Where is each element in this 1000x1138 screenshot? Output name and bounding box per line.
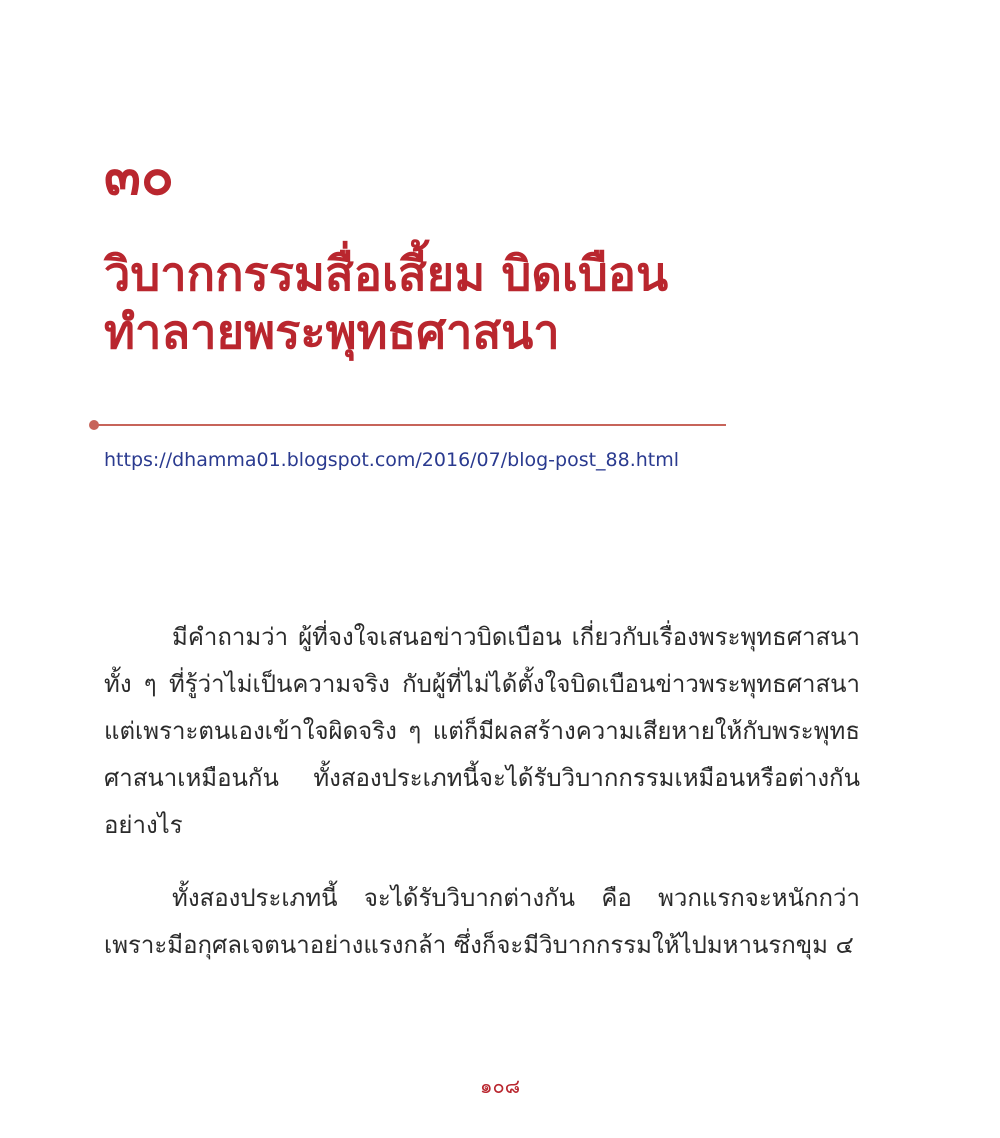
title-divider xyxy=(92,424,726,426)
chapter-title xyxy=(104,246,804,362)
chapter-title-line-2: ทำลายพระพุทธศาสนา xyxy=(104,305,560,360)
body-text xyxy=(104,614,860,995)
chapter-number: ๓๐ xyxy=(104,143,174,207)
body-paragraph-2: ทั้งสองประเภทนี้ จะได้รับวิบากต่างกัน คือ พวกแรกจะหนักกว่า เพราะมีอกุศลเจตนาอย่างแรงกล้า ซึ่งก็จะมีวิบากกรรมให้ไปมหานรกขุม ๔ xyxy=(104,884,860,959)
body-paragraph-1: มีคำถามว่า ผู้ที่จงใจเสนอข่าวบิดเบือน เกี่ยวกับเรื่องพระพุทธศาสนา ทั้ง ๆ ที่รู้ว่าไม่เป็นความจริง กับผู้ที่ไม่ได้ตั้งใจบิดเบือนข่าวพระพุทธศาสนา แต่เพราะตนเองเข้าใจผิดจริง ๆ แต่ก็มีผลสร้างความเสียหายให้กับพระพุทธศาสนาเหมือนกัน ทั้งสองประเภทนี้จะได้รับวิบากกรรมเหมือนหรือต่างกันอย่างไร xyxy=(104,623,860,839)
chapter-title-line-1: วิบากกรรมสื่อเสี้ยม บิดเบือน xyxy=(104,247,669,302)
page-number: ๑๐๘ xyxy=(479,1074,521,1098)
source-link[interactable]: https://dhamma01.blogspot.com/2016/07/blog-post_88.html xyxy=(104,449,680,471)
